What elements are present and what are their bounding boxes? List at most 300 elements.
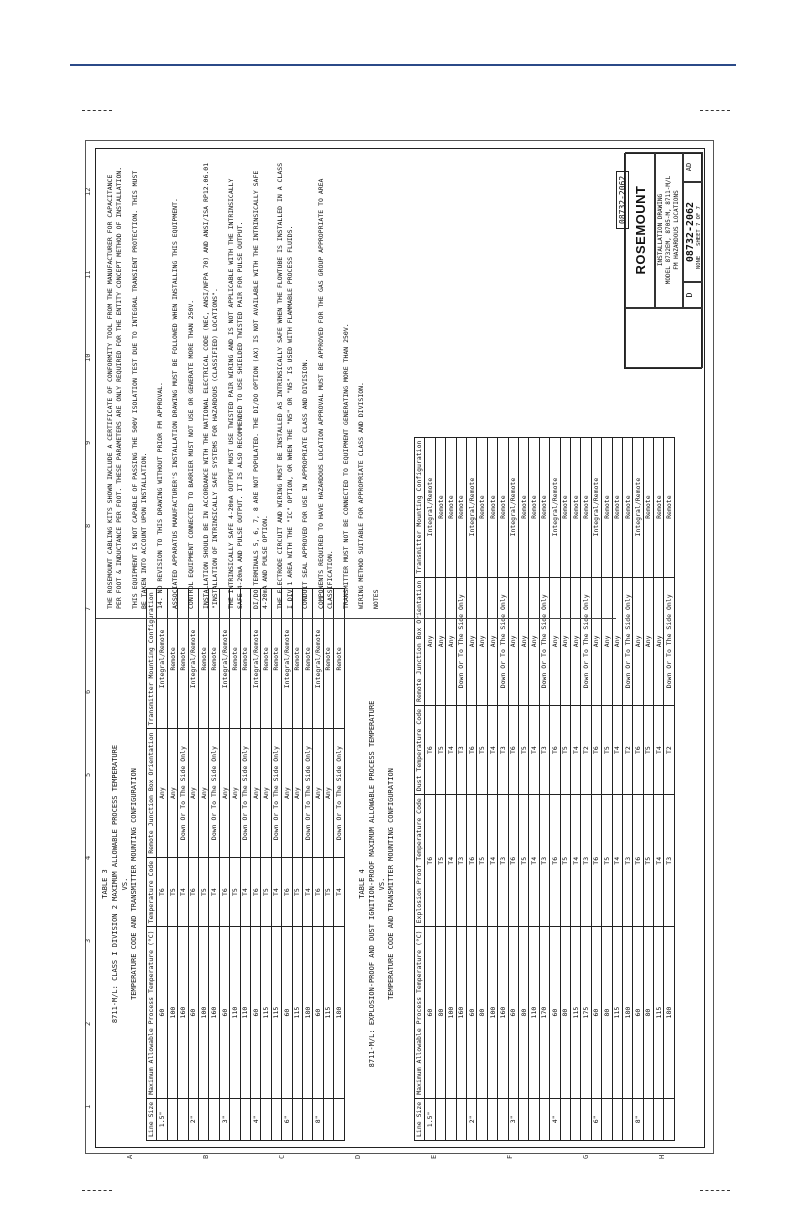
sheet-info bbox=[696, 206, 702, 269]
header-rule bbox=[70, 64, 736, 66]
note-item: COMPONENTS REQUIRED TO HAVE HAZARDOUS LOCATION APPROVAL MUST BE APPROVED FOR THE GAS GROUP APPROPRIATE TO AREA CLASSIFICATION. bbox=[316, 178, 335, 609]
zone-row-label: H bbox=[658, 1154, 666, 1159]
table-cell: Any bbox=[487, 577, 497, 705]
table-cell: Any bbox=[529, 577, 539, 705]
table-cell: Integral/Remote bbox=[157, 589, 167, 729]
table-cell: Remote bbox=[230, 589, 240, 729]
table-row bbox=[302, 589, 312, 1141]
table3-title4: TEMPERATURE CODE AND TRANSMITTER MOUNTING CONFIGURATION bbox=[130, 768, 139, 1000]
table-cell: Down Or To The Side Only bbox=[209, 729, 219, 857]
table-cell: 6" bbox=[591, 1098, 601, 1140]
table-cell: T6 bbox=[550, 705, 560, 794]
table-row bbox=[539, 437, 549, 1140]
table-cell: Integral/Remote bbox=[633, 437, 643, 577]
corner-dwg-number: 08732-2062 bbox=[618, 175, 627, 224]
table-cell: Remote bbox=[529, 437, 539, 577]
table-cell: T4 bbox=[271, 857, 281, 927]
table-cell: 100 bbox=[199, 927, 209, 1098]
table-cell: T6 bbox=[467, 795, 477, 927]
table-cell: T6 bbox=[157, 857, 167, 927]
table4-header-cell: Line Size bbox=[415, 1098, 425, 1140]
table-cell bbox=[178, 1098, 188, 1140]
table-cell: Any bbox=[570, 577, 580, 705]
table-cell bbox=[240, 1098, 250, 1140]
table-row bbox=[456, 437, 466, 1140]
table3-title1: TABLE 3 bbox=[101, 869, 109, 899]
table-row bbox=[446, 437, 456, 1140]
table-cell: T4 bbox=[654, 795, 664, 927]
zone-row-label: D bbox=[354, 1154, 362, 1159]
crop-mark bbox=[700, 110, 730, 112]
table-cell: Down Or To The Side Only bbox=[178, 729, 188, 857]
table-cell: Any bbox=[188, 729, 198, 857]
zone-column-label: 11 bbox=[84, 270, 92, 279]
table-cell: Any bbox=[323, 729, 333, 857]
table-row bbox=[334, 589, 344, 1141]
table-cell: T4 bbox=[529, 795, 539, 927]
table3-title2: 8711-M/L: CLASS I DIVISION 2 MAXIMUM ALLOWABLE PROCESS TEMPERATURE bbox=[110, 744, 119, 1024]
table4-header-row bbox=[415, 437, 425, 1140]
note-item: INSTALLATION SHOULD BE IN ACCORDANCE WITH THE NATIONAL ELECTRICAL CODE (NEC, ANSI/NFPA 70) AND ANSI/ISA RP12.06.01 "INSTALLATION OF INTRINSICALLY SAFE SYSTEMS FOR HAZARDOUS (CLASSIFIED) LOCATIONS". bbox=[201, 162, 220, 609]
table-row bbox=[560, 437, 570, 1140]
table-cell: 60 bbox=[250, 927, 260, 1098]
table-cell: 110 bbox=[529, 927, 539, 1098]
table-cell: 115 bbox=[612, 927, 622, 1098]
table-cell bbox=[446, 1098, 456, 1140]
table-row bbox=[664, 437, 674, 1140]
table-cell: 80 bbox=[435, 927, 445, 1098]
table-cell: Remote bbox=[602, 437, 612, 577]
crop-mark bbox=[82, 1190, 112, 1192]
table-cell bbox=[518, 1098, 528, 1140]
table-cell bbox=[487, 1098, 497, 1140]
table-cell: T5 bbox=[643, 795, 653, 927]
table-cell: T4 bbox=[570, 705, 580, 794]
table-cell: 160 bbox=[178, 927, 188, 1098]
table-cell: Any bbox=[435, 577, 445, 705]
table-cell: T6 bbox=[508, 705, 518, 794]
table-cell bbox=[581, 1098, 591, 1140]
table-cell: 3" bbox=[508, 1098, 518, 1140]
table-cell: Any bbox=[508, 577, 518, 705]
table-cell: 80 bbox=[518, 927, 528, 1098]
table-cell: T2 bbox=[664, 705, 674, 794]
table-row bbox=[178, 589, 188, 1141]
note-item: DI/DO TERMINALS 5, 6, 7, 8 ARE NOT POPULATED. THE DI/DO OPTION (AX) IS NOT AVAILABLE WITH THE INTRINSICALLY SAFE 4-20mA AND PULSE OPTION. bbox=[251, 170, 270, 609]
table-row bbox=[487, 437, 497, 1140]
table-cell: Any bbox=[518, 577, 528, 705]
table-row bbox=[581, 437, 591, 1140]
table-row bbox=[622, 437, 632, 1140]
table-cell bbox=[602, 1098, 612, 1140]
table-cell: Remote bbox=[487, 437, 497, 577]
table-cell: Remote bbox=[199, 589, 209, 729]
note-item: WIRING METHOD SUITABLE FOR APPROPRIATE CLASS AND DIVISION. bbox=[357, 382, 366, 609]
table-cell: 100 bbox=[446, 927, 456, 1098]
table-cell: Remote bbox=[209, 589, 219, 729]
table-cell: 80 bbox=[560, 927, 570, 1098]
table-row bbox=[654, 437, 664, 1140]
table-cell: T6 bbox=[467, 705, 477, 794]
note-item: CONTROL EQUIPMENT CONNECTED TO BARRIER MUST NOT USE OR GENERATE MORE THAN 250V. bbox=[186, 299, 195, 609]
table-cell bbox=[622, 1098, 632, 1140]
title-cell bbox=[655, 152, 683, 308]
table-cell: T4 bbox=[446, 795, 456, 927]
table-cell: Integral/Remote bbox=[508, 437, 518, 577]
table-cell: Integral/Remote bbox=[188, 589, 198, 729]
zone-divider bbox=[96, 618, 616, 619]
table-row bbox=[323, 589, 333, 1141]
table-cell: 1.5" bbox=[157, 1098, 167, 1140]
table-cell: 115 bbox=[654, 927, 664, 1098]
table-row bbox=[612, 437, 622, 1140]
note-item: 14. NO REVISION TO THIS DRAWING WITHOUT PRIOR FM APPROVAL. bbox=[155, 382, 164, 609]
table-cell bbox=[271, 1098, 281, 1140]
table-cell: T4 bbox=[487, 705, 497, 794]
table-cell: T4 bbox=[302, 857, 312, 927]
table-cell: 2" bbox=[467, 1098, 477, 1140]
table-cell: 4" bbox=[550, 1098, 560, 1140]
zone-column-label: 3 bbox=[84, 938, 92, 943]
table4-title4: TEMPERATURE CODE AND TRANSMITTER MOUNTING CONFIGURATION bbox=[387, 768, 396, 1000]
table-cell: Remote bbox=[498, 437, 508, 577]
table-cell: 115 bbox=[261, 927, 271, 1098]
title-block bbox=[624, 153, 702, 369]
table-cell bbox=[230, 1098, 240, 1140]
table-cell: 115 bbox=[323, 927, 333, 1098]
table-cell: Any bbox=[477, 577, 487, 705]
table3 bbox=[146, 588, 345, 1141]
table-cell: Remote bbox=[271, 589, 281, 729]
table-cell: 60 bbox=[550, 927, 560, 1098]
table-cell bbox=[498, 1098, 508, 1140]
table-cell bbox=[560, 1098, 570, 1140]
table-cell: 180 bbox=[622, 927, 632, 1098]
table-cell: Remote bbox=[477, 437, 487, 577]
table-cell: 175 bbox=[581, 927, 591, 1098]
table-cell: 6" bbox=[282, 1098, 292, 1140]
rev-value: AD bbox=[685, 162, 693, 172]
table-cell: T4 bbox=[654, 705, 664, 794]
table-cell: Any bbox=[612, 577, 622, 705]
table3-header-cell: Line Size bbox=[147, 1098, 157, 1140]
table-cell: 60 bbox=[219, 927, 229, 1098]
table-cell: Any bbox=[467, 577, 477, 705]
table-cell: Any bbox=[591, 577, 601, 705]
table-cell: 8" bbox=[633, 1098, 643, 1140]
table-cell: Down Or To The Side Only bbox=[664, 577, 674, 705]
table-cell: Any bbox=[425, 577, 435, 705]
approval-cell bbox=[625, 308, 703, 368]
table-cell: T5 bbox=[477, 705, 487, 794]
zone-column-label: 9 bbox=[84, 440, 92, 445]
table-cell: Down Or To The Side Only bbox=[271, 729, 281, 857]
table-cell: T5 bbox=[560, 705, 570, 794]
zone-row-label: C bbox=[278, 1154, 286, 1159]
corner-dwg-box bbox=[616, 171, 629, 229]
table3-header-cell: Remote Junction Box Orientation bbox=[147, 729, 157, 857]
table-cell: Down Or To The Side Only bbox=[240, 729, 250, 857]
note-item: ASSOCIATED APPARATUS MANUFACTURER'S INSTALLATION DRAWING MUST BE FOLLOWED WHEN INSTALLING THIS EQUIPMENT. bbox=[171, 198, 180, 609]
note-item: THE INTRINSICALLY SAFE 4-20mA OUTPUT MUST USE TWISTED PAIR WIRING AND IS NOT APPLICABLE WITH THE INTRINSICALLY SAFE 4-20mA AND PULSE OUTPUT. IT IS ALSO RECOMMENDED TO USE SHIELDED TWISTED PAIR FOR PULSE OUTPUT. bbox=[226, 178, 245, 609]
table-cell: T5 bbox=[518, 795, 528, 927]
table-cell: T6 bbox=[282, 857, 292, 927]
table-cell: Any bbox=[199, 729, 209, 857]
table-cell: Remote bbox=[456, 437, 466, 577]
table3-header-cell: Maximum Allowable Process Temperature (°C) bbox=[147, 927, 157, 1098]
sheet-value: SHEET 7 OF 7 bbox=[696, 206, 702, 246]
table-cell: 160 bbox=[209, 927, 219, 1098]
table-cell: 60 bbox=[188, 927, 198, 1098]
table-cell bbox=[435, 1098, 445, 1140]
table-cell: Any bbox=[219, 729, 229, 857]
table-row bbox=[633, 437, 643, 1140]
table3-header-cell: Transmitter Mounting Configuration bbox=[147, 589, 157, 729]
table-row bbox=[167, 589, 177, 1141]
scale-value: NONE bbox=[696, 255, 702, 269]
table-row bbox=[250, 589, 260, 1141]
table-cell: 110 bbox=[240, 927, 250, 1098]
note-item: THE ELECTRODE CIRCUIT AND WIRING MUST BE INSTALLED AS INTRINSICALLY SAFE WHEN THE FLOWTUBE IS INSTALLED IN A CLASS I DIV 1 AREA WITH THE "IC" OPTION, OR WHEN THE "N5" OR "N5" IS USED WITH FLAMMABLE PROCESS FLUIDS. bbox=[276, 162, 294, 609]
table-cell: T5 bbox=[643, 705, 653, 794]
table-cell: 60 bbox=[282, 927, 292, 1098]
table-cell: Remote bbox=[302, 589, 312, 729]
table-row bbox=[240, 589, 250, 1141]
table-cell: 1.5" bbox=[425, 1098, 435, 1140]
zone-row-label: A bbox=[126, 1154, 134, 1159]
table-cell: T6 bbox=[550, 795, 560, 927]
table-cell: T3 bbox=[539, 795, 549, 927]
table-cell: Any bbox=[633, 577, 643, 705]
table-row bbox=[230, 589, 240, 1141]
table-cell: 80 bbox=[602, 927, 612, 1098]
table-cell: T4 bbox=[612, 705, 622, 794]
table-cell: 115 bbox=[271, 927, 281, 1098]
table-cell: Remote bbox=[643, 437, 653, 577]
table-cell: T6 bbox=[633, 705, 643, 794]
table-cell: Remote bbox=[178, 589, 188, 729]
title-line2: MODEL 8732EM, 8705-M, 8711-M/L bbox=[664, 175, 672, 285]
table-cell: T6 bbox=[313, 857, 323, 927]
table-cell: T5 bbox=[292, 857, 302, 927]
table-cell: T5 bbox=[560, 795, 570, 927]
table-cell: Down Or To The Side Only bbox=[622, 577, 632, 705]
table-cell bbox=[456, 1098, 466, 1140]
table-cell: Remote bbox=[518, 437, 528, 577]
table-cell: Any bbox=[313, 729, 323, 857]
table4-header-cell: Remote Junction Box Orientation bbox=[415, 577, 425, 705]
table-cell: T3 bbox=[539, 705, 549, 794]
table-cell: Any bbox=[560, 577, 570, 705]
rotated-drawing bbox=[84, 149, 706, 1159]
table-cell: 180 bbox=[334, 927, 344, 1098]
table-cell: Any bbox=[654, 577, 664, 705]
note-item: THIS EQUIPMENT IS NOT CAPABLE OF PASSING THE 500V ISOLATION TEST DUE TO INTEGRAL TRANSIENT PROTECTION. THIS MUST BE TAKEN INTO ACCOUNT UPON INSTALLATION. bbox=[130, 170, 149, 609]
table-cell: Down Or To The Side Only bbox=[498, 577, 508, 705]
crop-mark bbox=[700, 1190, 730, 1192]
table4-title1: TABLE 4 bbox=[358, 869, 366, 899]
zone-column-label: 5 bbox=[84, 772, 92, 777]
table-cell: T6 bbox=[250, 857, 260, 927]
table-cell: 60 bbox=[633, 927, 643, 1098]
table-row bbox=[477, 437, 487, 1140]
table-cell: Remote bbox=[167, 589, 177, 729]
size-value: D bbox=[685, 292, 694, 298]
table-row bbox=[425, 437, 435, 1140]
table-cell bbox=[664, 1098, 674, 1140]
table-cell: Down Or To The Side Only bbox=[334, 729, 344, 857]
table-cell: T5 bbox=[602, 795, 612, 927]
dwg-number: 08732-2062 bbox=[685, 201, 696, 263]
zone-column-label: 1 bbox=[84, 1104, 92, 1109]
table-cell bbox=[292, 1098, 302, 1140]
table-cell bbox=[199, 1098, 209, 1140]
table-cell: T2 bbox=[622, 705, 632, 794]
table-row bbox=[188, 589, 198, 1141]
table-cell: Down Or To The Side Only bbox=[581, 577, 591, 705]
table-cell: Down Or To The Side Only bbox=[302, 729, 312, 857]
table-cell: Remote bbox=[261, 589, 271, 729]
table-cell: 170 bbox=[539, 927, 549, 1098]
table-row bbox=[271, 589, 281, 1141]
table-row bbox=[602, 437, 612, 1140]
table-row bbox=[282, 589, 292, 1141]
table-cell: Any bbox=[261, 729, 271, 857]
table-cell: T5 bbox=[323, 857, 333, 927]
table4-title3: VS. bbox=[377, 877, 386, 891]
table-cell: Remote bbox=[622, 437, 632, 577]
zone-column-label: 8 bbox=[84, 523, 92, 528]
table-cell: 60 bbox=[508, 927, 518, 1098]
table-row bbox=[219, 589, 229, 1141]
table-cell: T3 bbox=[498, 705, 508, 794]
table-cell bbox=[643, 1098, 653, 1140]
table-cell: T4 bbox=[487, 795, 497, 927]
table-cell: 60 bbox=[591, 927, 601, 1098]
table-cell bbox=[539, 1098, 549, 1140]
table-cell: Down Or To The Side Only bbox=[456, 577, 466, 705]
table-cell: Any bbox=[292, 729, 302, 857]
table-cell: 60 bbox=[313, 927, 323, 1098]
table-cell: Any bbox=[643, 577, 653, 705]
table-cell: T3 bbox=[456, 795, 466, 927]
table-cell: 8" bbox=[313, 1098, 323, 1140]
table-cell: Remote bbox=[240, 589, 250, 729]
table-cell bbox=[209, 1098, 219, 1140]
table-cell: T5 bbox=[435, 705, 445, 794]
table4 bbox=[414, 437, 675, 1141]
table-cell bbox=[302, 1098, 312, 1140]
table4-header-cell: Dust Temperature Code bbox=[415, 705, 425, 794]
table-cell bbox=[654, 1098, 664, 1140]
table-row bbox=[157, 589, 167, 1141]
table-cell: Down Or To The Side Only bbox=[539, 577, 549, 705]
table-cell: T4 bbox=[178, 857, 188, 927]
table4-title bbox=[358, 639, 397, 1129]
table-cell bbox=[334, 1098, 344, 1140]
table-cell: T4 bbox=[334, 857, 344, 927]
company-logo: ROSEMOUNT bbox=[632, 185, 648, 275]
table-cell: T4 bbox=[240, 857, 250, 927]
table-cell: 60 bbox=[467, 927, 477, 1098]
table-cell: 80 bbox=[643, 927, 653, 1098]
table3-header-row bbox=[147, 589, 157, 1141]
title-line1: INSTALLATION DRAWING bbox=[657, 193, 664, 267]
table-cell: 180 bbox=[664, 927, 674, 1098]
table-cell: Any bbox=[282, 729, 292, 857]
table-cell: Remote bbox=[570, 437, 580, 577]
table-cell: 115 bbox=[570, 927, 580, 1098]
table-cell: T4 bbox=[612, 795, 622, 927]
zone-row-label: G bbox=[582, 1154, 590, 1159]
table-cell bbox=[323, 1098, 333, 1140]
table-cell: 160 bbox=[498, 927, 508, 1098]
table-row bbox=[435, 437, 445, 1140]
table-cell: T6 bbox=[425, 705, 435, 794]
size-cell bbox=[683, 282, 703, 308]
table-cell: T6 bbox=[508, 795, 518, 927]
zone-column-label: 7 bbox=[84, 606, 92, 611]
table-cell: T6 bbox=[219, 857, 229, 927]
table-cell bbox=[570, 1098, 580, 1140]
table-cell: 110 bbox=[230, 927, 240, 1098]
table-cell: Remote bbox=[612, 437, 622, 577]
table-row bbox=[261, 589, 271, 1141]
table-cell: Integral/Remote bbox=[425, 437, 435, 577]
table-row bbox=[209, 589, 219, 1141]
table-cell: T3 bbox=[498, 795, 508, 927]
zone-column-label: 2 bbox=[84, 1021, 92, 1026]
table-cell: 60 bbox=[425, 927, 435, 1098]
zone-column-label: 6 bbox=[84, 689, 92, 694]
table-row bbox=[498, 437, 508, 1140]
table-row bbox=[199, 589, 209, 1141]
table3-title3: VS. bbox=[120, 877, 129, 891]
notes-label: NOTES bbox=[372, 589, 381, 609]
table-cell: Remote bbox=[435, 437, 445, 577]
table-cell: Integral/Remote bbox=[550, 437, 560, 577]
table-cell: T5 bbox=[167, 857, 177, 927]
table-cell: T4 bbox=[209, 857, 219, 927]
table-row bbox=[292, 589, 302, 1141]
table-row bbox=[570, 437, 580, 1140]
table-row bbox=[643, 437, 653, 1140]
table-cell: Any bbox=[446, 577, 456, 705]
table-cell: T6 bbox=[591, 795, 601, 927]
table-cell: T5 bbox=[435, 795, 445, 927]
notes-block bbox=[106, 159, 382, 609]
zone-column-label: 4 bbox=[84, 855, 92, 860]
table-row bbox=[508, 437, 518, 1140]
note-item: TRANSMITTER MUST NOT BE CONNECTED TO EQUIPMENT GENERATING MORE THAN 250V. bbox=[341, 323, 350, 609]
table-cell: T4 bbox=[446, 705, 456, 794]
table-cell: Remote bbox=[539, 437, 549, 577]
table-cell: 100 bbox=[167, 927, 177, 1098]
table-cell: T3 bbox=[664, 795, 674, 927]
table-cell: 2" bbox=[188, 1098, 198, 1140]
table-cell bbox=[477, 1098, 487, 1140]
table-cell bbox=[529, 1098, 539, 1140]
table-cell: Remote bbox=[446, 437, 456, 577]
table-row bbox=[591, 437, 601, 1140]
table-cell: Integral/Remote bbox=[313, 589, 323, 729]
table-cell: Any bbox=[550, 577, 560, 705]
table-cell: Remote bbox=[560, 437, 570, 577]
table-cell: 160 bbox=[456, 927, 466, 1098]
table-cell: Remote bbox=[664, 437, 674, 577]
table-cell: T4 bbox=[570, 795, 580, 927]
table-cell: T6 bbox=[188, 857, 198, 927]
